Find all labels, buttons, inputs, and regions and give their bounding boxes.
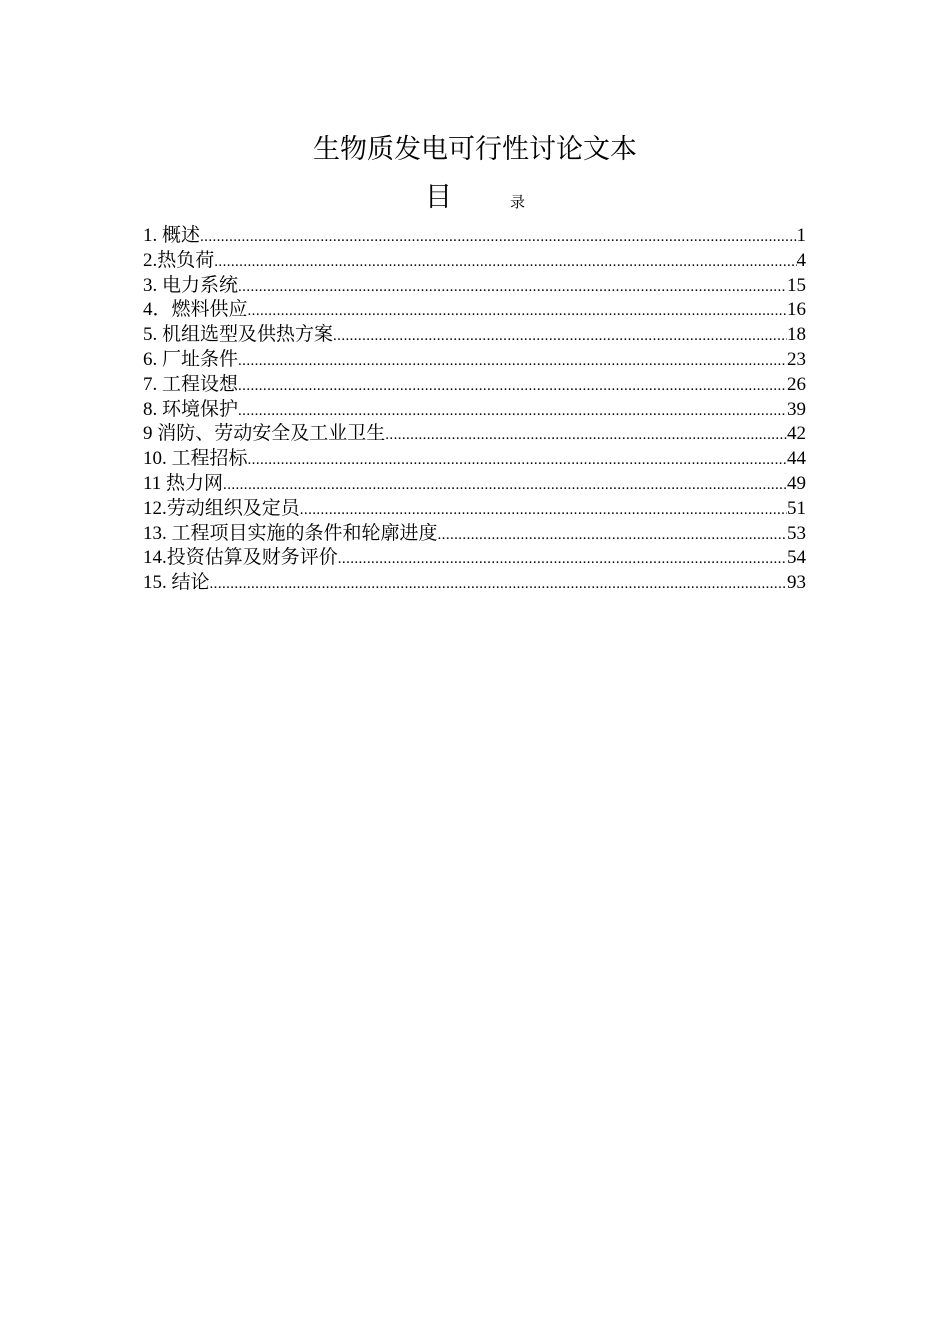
toc-entry[interactable] — [143, 249, 806, 274]
toc-entry-label: 2.热负荷 — [143, 249, 215, 271]
toc-entry[interactable] — [143, 348, 806, 373]
toc-entry-label: 1. 概述 — [143, 225, 201, 246]
toc-entry[interactable] — [143, 274, 806, 299]
toc-entry-page: 4 — [796, 249, 806, 271]
toc-entry-label: 5. 机组选型及供热方案 — [143, 324, 334, 346]
toc-entry-page: 23 — [787, 348, 806, 370]
toc-entry[interactable] — [143, 571, 806, 596]
toc-leader-dots — [438, 523, 787, 548]
toc-leader-dots — [210, 572, 787, 597]
toc-entry-page: 39 — [787, 398, 806, 420]
toc-entry-page: 53 — [787, 522, 806, 544]
toc-leader-dots — [385, 423, 787, 448]
toc-entry-label: 13. 工程项目实施的条件和轮廓进度 — [143, 522, 438, 544]
toc-entry-page: 42 — [787, 423, 806, 445]
toc-entry-label: 4．燃料供应 — [143, 299, 248, 321]
toc-entry-page: 44 — [787, 448, 806, 470]
toc-entry[interactable] — [143, 422, 806, 447]
toc-entry-page: 49 — [787, 472, 806, 494]
toc-leader-dots — [238, 275, 787, 300]
toc-entry[interactable] — [143, 323, 806, 348]
toc-entry-page: 1 — [796, 225, 806, 246]
toc-entry-label: 15. 结论 — [143, 572, 210, 594]
toc-entry-page: 54 — [787, 547, 806, 569]
table-of-contents — [143, 224, 806, 596]
toc-leader-dots — [200, 225, 796, 250]
toc-entry[interactable] — [143, 298, 806, 323]
toc-entry-page: 51 — [787, 497, 806, 519]
toc-heading — [0, 178, 950, 218]
toc-entry[interactable] — [143, 497, 806, 522]
toc-entry[interactable] — [143, 373, 806, 398]
toc-leader-dots — [214, 250, 796, 275]
toc-entry-label: 11 热力网 — [143, 472, 224, 494]
toc-entry[interactable] — [143, 224, 806, 249]
toc-entry-label: 7. 工程设想 — [143, 373, 239, 395]
toc-leader-dots — [238, 374, 787, 399]
toc-entry-page: 93 — [787, 572, 806, 594]
toc-leader-dots — [338, 547, 787, 572]
toc-leader-dots — [223, 473, 787, 498]
toc-entry-label: 6. 厂址条件 — [143, 348, 239, 370]
toc-entry-label: 9 消防、劳动安全及工业卫生 — [143, 423, 386, 445]
toc-entry-page: 15 — [787, 274, 806, 296]
toc-entry[interactable] — [143, 398, 806, 423]
toc-entry-label: 12.劳动组织及定员 — [143, 497, 300, 519]
toc-entry-label: 8. 环境保护 — [143, 398, 239, 420]
toc-entry-label: 10. 工程招标 — [143, 448, 248, 470]
toc-leader-dots — [248, 448, 787, 473]
toc-heading-char-2: 录 — [510, 193, 526, 211]
toc-entry-label: 14.投资估算及财务评价 — [143, 547, 338, 569]
document-title: 生物质发电可行性讨论文本 — [313, 134, 637, 165]
toc-leader-dots — [248, 299, 787, 324]
toc-entry-page: 18 — [787, 324, 806, 346]
toc-leader-dots — [300, 498, 787, 523]
toc-entry-label: 3. 电力系统 — [143, 274, 239, 296]
toc-leader-dots — [238, 349, 787, 374]
toc-entry[interactable] — [143, 472, 806, 497]
toc-leader-dots — [238, 399, 787, 424]
toc-heading-char-1: 目 — [425, 182, 452, 213]
toc-entry[interactable] — [143, 546, 806, 571]
toc-entry-page: 16 — [787, 299, 806, 321]
toc-leader-dots — [333, 324, 787, 349]
toc-entry[interactable] — [143, 447, 806, 472]
toc-entry[interactable] — [143, 522, 806, 547]
toc-entry-page: 26 — [787, 373, 806, 395]
